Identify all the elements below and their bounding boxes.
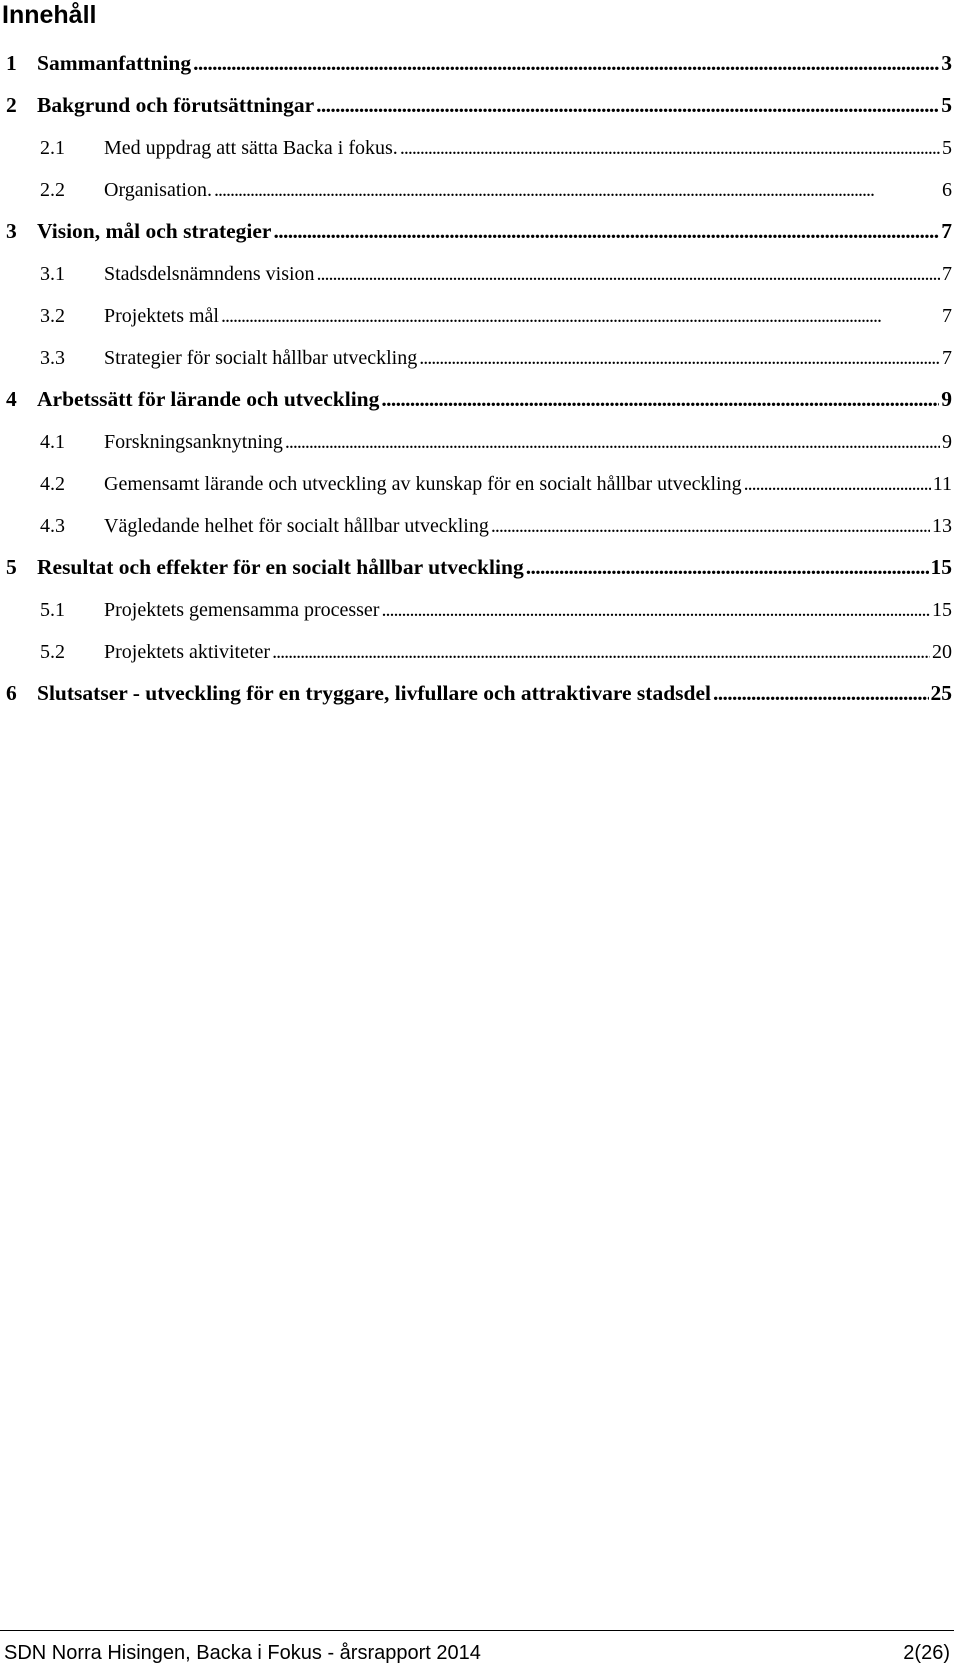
toc-entry-title: Slutsatser - utveckling för en tryggare, livfullare och attraktivare stadsdel [37, 680, 712, 705]
toc-leader-dots [381, 600, 930, 620]
toc-entry-title: Stadsdelsnämndens vision [104, 263, 315, 285]
toc-leader-dots [273, 221, 939, 243]
toc-leader-dots [526, 557, 929, 579]
toc-entry-page: 25 [930, 680, 952, 705]
toc-entry-title: Vision, mål och strategier [37, 218, 272, 243]
toc-entry-title: Vägledande helhet för socialt hållbar utveckling [104, 515, 489, 537]
toc-entry-number: 4.3 [40, 515, 65, 537]
toc-entry-title: Resultat och effekter för en socialt hållbar utveckling [37, 554, 524, 579]
toc-entry-2-2[interactable] [0, 170, 960, 206]
toc-entry-page: 7 [941, 218, 952, 243]
toc-entry-5[interactable] [0, 548, 960, 584]
toc-entry-page: 5 [942, 137, 952, 159]
toc-entry-number: 3.3 [40, 347, 65, 369]
toc-entry-title: Organisation. [104, 179, 212, 201]
toc-entry-5-2[interactable] [0, 632, 960, 668]
toc-leader-dots [285, 432, 940, 452]
toc-entry-page: 15 [932, 599, 952, 621]
toc-entry-2[interactable] [0, 86, 960, 122]
toc-entry-page: 7 [942, 263, 952, 285]
page-footer [0, 1630, 954, 1668]
toc-entry-page: 7 [942, 347, 952, 369]
toc-entry-5-1[interactable] [0, 590, 960, 626]
toc-heading: Innehåll [2, 1, 97, 29]
toc-entry-page: 11 [932, 473, 952, 495]
toc-entry-number: 4.2 [40, 473, 65, 495]
toc-entry-number: 4.1 [40, 431, 65, 453]
toc-entry-number: 6 [6, 680, 17, 705]
toc-entry-4-3[interactable] [0, 506, 960, 542]
toc-entry-number: 5 [6, 554, 17, 579]
toc-entry-number: 4 [6, 386, 17, 411]
toc-entry-number: 2 [6, 92, 17, 117]
toc-entry-title: Projektets gemensamma processer [104, 599, 380, 621]
toc-leader-dots [317, 264, 940, 284]
toc-entry-3-1[interactable] [0, 254, 960, 290]
toc-entry-number: 2.2 [40, 179, 65, 201]
toc-entry-page: 15 [930, 554, 952, 579]
toc-entry-title: Strategier för socialt hållbar utveckling [104, 347, 418, 369]
toc-entry-number: 5.1 [40, 599, 65, 621]
toc-entry-title: Med uppdrag att sätta Backa i fokus. [104, 137, 398, 159]
toc-entry-page: 9 [941, 386, 952, 411]
toc-leader-dots [316, 95, 939, 117]
toc-entry-page: 13 [932, 515, 952, 537]
toc-entry-title: Projektets aktiviteter [104, 641, 271, 663]
toc-entry-page: 7 [942, 305, 952, 327]
toc-leader-dots [193, 53, 939, 75]
toc-entry-2-1[interactable] [0, 128, 960, 164]
toc-leader-dots [214, 180, 940, 200]
toc-entry-3-2[interactable] [0, 296, 960, 332]
toc-entry-page: 20 [932, 641, 952, 663]
toc-entry-title: Gemensamt lärande och utveckling av kunskap för en socialt hållbar utveckling [104, 473, 742, 495]
toc-entry-number: 3.2 [40, 305, 65, 327]
toc-entry-number: 3 [6, 218, 17, 243]
toc-entry-1[interactable] [0, 44, 960, 80]
toc-leader-dots [400, 138, 940, 158]
toc-leader-dots [381, 389, 939, 411]
toc-entry-page: 9 [942, 431, 952, 453]
toc-entry-title: Projektets mål [104, 305, 219, 327]
toc-entry-title: Sammanfattning [37, 50, 192, 75]
toc-entry-4-1[interactable] [0, 422, 960, 458]
toc-entry-page: 6 [942, 179, 952, 201]
toc-entry-3[interactable] [0, 212, 960, 248]
toc-entry-number: 3.1 [40, 263, 65, 285]
toc-entry-3-3[interactable] [0, 338, 960, 374]
toc-entry-4-2[interactable] [0, 464, 960, 500]
toc-entry-4[interactable] [0, 380, 960, 416]
toc-leader-dots [419, 348, 940, 368]
toc-entry-page: 3 [941, 50, 952, 75]
toc-leader-dots [744, 474, 931, 494]
toc-entry-title: Forskningsanknytning [104, 431, 283, 453]
toc-entry-number: 2.1 [40, 137, 65, 159]
toc-entry-6[interactable] [0, 674, 960, 710]
toc-leader-dots [713, 683, 928, 705]
toc-leader-dots [272, 642, 930, 662]
toc-entry-number: 5.2 [40, 641, 65, 663]
toc-entry-number: 1 [6, 50, 17, 75]
footer-page-number: 2(26) [903, 1642, 950, 1664]
footer-report-title: SDN Norra Hisingen, Backa i Fokus - årsrapport 2014 [4, 1642, 481, 1664]
toc-leader-dots [221, 306, 940, 326]
toc-entry-title: Bakgrund och förutsättningar [37, 92, 315, 117]
toc-entry-title: Arbetssätt för lärande och utveckling [37, 386, 380, 411]
toc-leader-dots [491, 516, 930, 536]
toc-entry-page: 5 [941, 92, 952, 117]
